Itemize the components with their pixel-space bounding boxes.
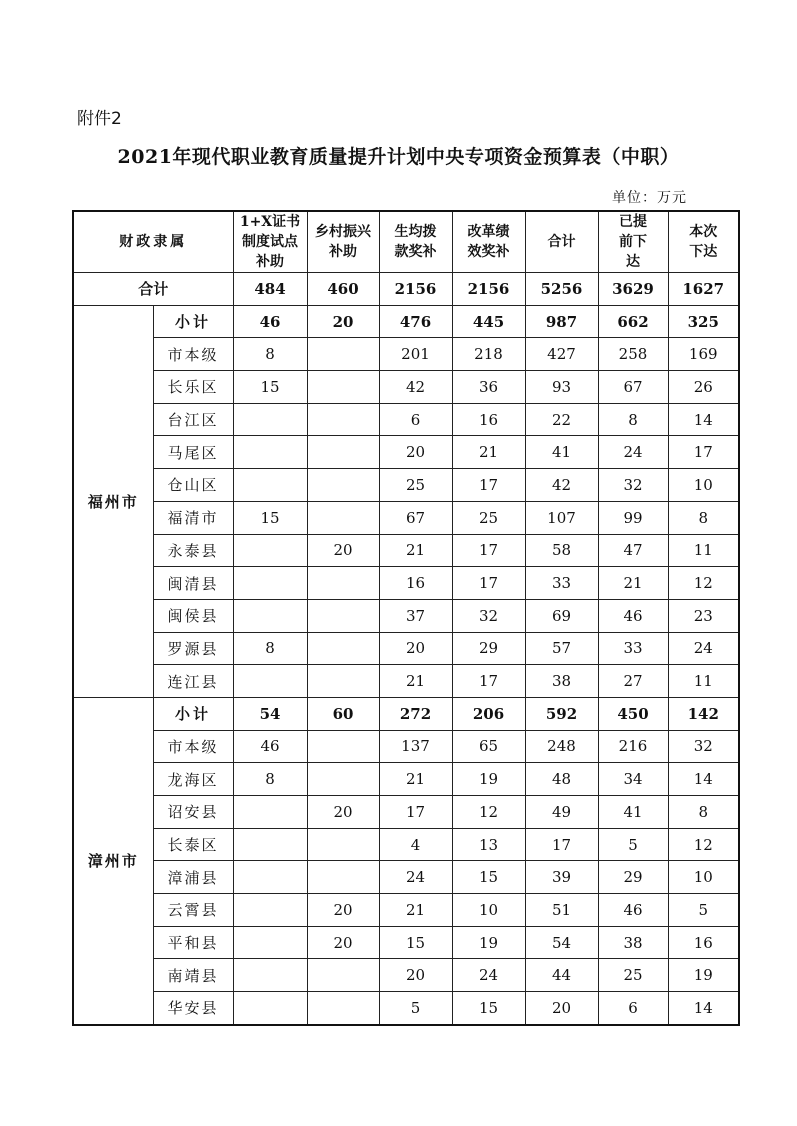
cell-c3: 137 [379,730,452,763]
table-row [73,501,739,534]
cell-c1 [233,599,307,632]
district-name: 市本级 [153,730,233,763]
cell-c6: 46 [598,894,668,927]
cell-c3: 37 [379,599,452,632]
cell-c2 [307,632,379,665]
total-c5: 5256 [525,273,598,306]
cell-c3: 5 [379,992,452,1025]
cell-c3: 20 [379,436,452,469]
cell-c5: 248 [525,730,598,763]
cell-c5: 107 [525,501,598,534]
city-name: 漳州市 [73,697,153,1024]
table-row [73,763,739,796]
cell-c4: 15 [452,861,525,894]
subtotal-c6: 662 [598,305,668,338]
cell-c1 [233,894,307,927]
cell-c3: 21 [379,665,452,698]
subtotal-c5: 592 [525,697,598,730]
cell-c5: 49 [525,796,598,829]
table-row [73,861,739,894]
header-c4: 改革绩效奖补 [452,211,525,273]
cell-c6: 32 [598,469,668,502]
cell-c3: 42 [379,371,452,404]
cell-c1 [233,436,307,469]
cell-c6: 99 [598,501,668,534]
cell-c5: 58 [525,534,598,567]
cell-c3: 4 [379,828,452,861]
cell-c3: 24 [379,861,452,894]
cell-c4: 17 [452,534,525,567]
district-name: 长泰区 [153,828,233,861]
cell-c1 [233,959,307,992]
subtotal-c7: 142 [668,697,739,730]
page-title: 2021年现代职业教育质量提升计划中央专项资金预算表（中职） [117,146,680,168]
header-c3: 生均拨款奖补 [379,211,452,273]
subtotal-label: 小计 [153,697,233,730]
cell-c4: 16 [452,403,525,436]
table-row [73,828,739,861]
header-category: 财政隶属 [73,211,233,273]
cell-c3: 20 [379,959,452,992]
cell-c7: 14 [668,992,739,1025]
cell-c4: 29 [452,632,525,665]
budget-table [72,210,740,1026]
district-name: 漳浦县 [153,861,233,894]
cell-c5: 22 [525,403,598,436]
cell-c3: 16 [379,567,452,600]
cell-c7: 5 [668,894,739,927]
district-name: 闽清县 [153,567,233,600]
table-row [73,894,739,927]
cell-c6: 216 [598,730,668,763]
total-c1: 484 [233,273,307,306]
district-name: 台江区 [153,403,233,436]
cell-c4: 17 [452,567,525,600]
cell-c6: 38 [598,926,668,959]
cell-c4: 13 [452,828,525,861]
cell-c5: 39 [525,861,598,894]
cell-c1 [233,567,307,600]
subtotal-c7: 325 [668,305,739,338]
cell-c2 [307,599,379,632]
district-name: 诏安县 [153,796,233,829]
cell-c6: 25 [598,959,668,992]
cell-c3: 17 [379,796,452,829]
cell-c4: 24 [452,959,525,992]
cell-c4: 15 [452,992,525,1025]
cell-c2 [307,403,379,436]
cell-c3: 15 [379,926,452,959]
cell-c6: 24 [598,436,668,469]
table-row [73,599,739,632]
table-row [73,567,739,600]
cell-c4: 25 [452,501,525,534]
cell-c7: 19 [668,959,739,992]
cell-c2 [307,567,379,600]
header-c5: 合计 [525,211,598,273]
cell-c7: 10 [668,469,739,502]
cell-c5: 93 [525,371,598,404]
cell-c6: 8 [598,403,668,436]
header-row [73,211,739,273]
district-name: 南靖县 [153,959,233,992]
header-c1: 1+X证书制度试点补助 [233,211,307,273]
cell-c3: 25 [379,469,452,502]
district-name: 闽侯县 [153,599,233,632]
cell-c2 [307,861,379,894]
cell-c7: 26 [668,371,739,404]
cell-c6: 29 [598,861,668,894]
cell-c4: 10 [452,894,525,927]
subtotal-c2: 60 [307,697,379,730]
table-row [73,403,739,436]
total-c6: 3629 [598,273,668,306]
cell-c5: 17 [525,828,598,861]
unit-label: 单位：万元 [612,190,687,206]
cell-c7: 14 [668,403,739,436]
cell-c5: 20 [525,992,598,1025]
cell-c4: 17 [452,665,525,698]
district-name: 市本级 [153,338,233,371]
cell-c4: 12 [452,796,525,829]
subtotal-label: 小计 [153,305,233,338]
district-name: 平和县 [153,926,233,959]
cell-c7: 14 [668,763,739,796]
cell-c2 [307,959,379,992]
cell-c4: 19 [452,763,525,796]
cell-c3: 20 [379,632,452,665]
cell-c2: 20 [307,926,379,959]
table-row [73,730,739,763]
subtotal-c4: 445 [452,305,525,338]
cell-c1 [233,828,307,861]
subtotal-row [73,305,739,338]
cell-c6: 27 [598,665,668,698]
cell-c1 [233,665,307,698]
cell-c1 [233,926,307,959]
subtotal-row [73,697,739,730]
total-c3: 2156 [379,273,452,306]
cell-c7: 12 [668,567,739,600]
cell-c6: 33 [598,632,668,665]
table-row [73,534,739,567]
cell-c5: 33 [525,567,598,600]
cell-c7: 12 [668,828,739,861]
district-name: 福清市 [153,501,233,534]
header-c6: 已提前下达 [598,211,668,273]
cell-c6: 21 [598,567,668,600]
cell-c4: 21 [452,436,525,469]
cell-c4: 17 [452,469,525,502]
cell-c7: 11 [668,665,739,698]
cell-c6: 47 [598,534,668,567]
cell-c4: 36 [452,371,525,404]
subtotal-c1: 54 [233,697,307,730]
cell-c5: 44 [525,959,598,992]
cell-c5: 38 [525,665,598,698]
table-row [73,436,739,469]
cell-c7: 169 [668,338,739,371]
cell-c2 [307,665,379,698]
cell-c6: 6 [598,992,668,1025]
cell-c3: 201 [379,338,452,371]
table-row [73,371,739,404]
table-row [73,469,739,502]
cell-c2 [307,436,379,469]
subtotal-c6: 450 [598,697,668,730]
cell-c5: 57 [525,632,598,665]
cell-c5: 41 [525,436,598,469]
cell-c1 [233,469,307,502]
cell-c7: 8 [668,796,739,829]
cell-c6: 67 [598,371,668,404]
cell-c6: 5 [598,828,668,861]
total-c7: 1627 [668,273,739,306]
subtotal-c2: 20 [307,305,379,338]
cell-c2 [307,730,379,763]
district-name: 云霄县 [153,894,233,927]
cell-c5: 48 [525,763,598,796]
district-name: 仓山区 [153,469,233,502]
cell-c2: 20 [307,534,379,567]
table-row [73,338,739,371]
table-row [73,796,739,829]
cell-c2 [307,338,379,371]
total-c4: 2156 [452,273,525,306]
cell-c1 [233,796,307,829]
cell-c4: 19 [452,926,525,959]
cell-c7: 32 [668,730,739,763]
cell-c1: 15 [233,371,307,404]
table-row [73,665,739,698]
district-name: 罗源县 [153,632,233,665]
cell-c6: 46 [598,599,668,632]
subtotal-c3: 272 [379,697,452,730]
subtotal-c1: 46 [233,305,307,338]
cell-c7: 16 [668,926,739,959]
cell-c2 [307,501,379,534]
cell-c4: 218 [452,338,525,371]
cell-c2 [307,992,379,1025]
cell-c2 [307,371,379,404]
cell-c7: 17 [668,436,739,469]
cell-c3: 6 [379,403,452,436]
cell-c2: 20 [307,796,379,829]
cell-c1 [233,861,307,894]
subtotal-c3: 476 [379,305,452,338]
cell-c2 [307,828,379,861]
table-row [73,632,739,665]
cell-c1 [233,534,307,567]
cell-c3: 67 [379,501,452,534]
cell-c5: 51 [525,894,598,927]
cell-c2 [307,469,379,502]
cell-c4: 65 [452,730,525,763]
cell-c3: 21 [379,763,452,796]
cell-c3: 21 [379,534,452,567]
cell-c1: 46 [233,730,307,763]
cell-c2: 20 [307,894,379,927]
cell-c5: 42 [525,469,598,502]
total-row [73,273,739,306]
city-name: 福州市 [73,305,153,697]
cell-c7: 24 [668,632,739,665]
cell-c7: 23 [668,599,739,632]
total-label: 合计 [73,273,233,306]
subtotal-c4: 206 [452,697,525,730]
cell-c7: 10 [668,861,739,894]
district-name: 长乐区 [153,371,233,404]
cell-c6: 41 [598,796,668,829]
cell-c1 [233,403,307,436]
cell-c7: 8 [668,501,739,534]
cell-c1: 15 [233,501,307,534]
cell-c1: 8 [233,763,307,796]
table-row [73,926,739,959]
attachment-label: 附件2 [77,109,122,129]
cell-c5: 54 [525,926,598,959]
district-name: 连江县 [153,665,233,698]
table-row [73,959,739,992]
cell-c1: 8 [233,632,307,665]
cell-c6: 258 [598,338,668,371]
cell-c5: 427 [525,338,598,371]
district-name: 马尾区 [153,436,233,469]
subtotal-c5: 987 [525,305,598,338]
cell-c1 [233,992,307,1025]
header-c2: 乡村振兴补助 [307,211,379,273]
cell-c7: 11 [668,534,739,567]
cell-c1: 8 [233,338,307,371]
cell-c4: 32 [452,599,525,632]
header-c7: 本次下达 [668,211,739,273]
district-name: 永泰县 [153,534,233,567]
cell-c2 [307,763,379,796]
cell-c3: 21 [379,894,452,927]
cell-c6: 34 [598,763,668,796]
district-name: 龙海区 [153,763,233,796]
district-name: 华安县 [153,992,233,1025]
total-c2: 460 [307,273,379,306]
table-row [73,992,739,1025]
cell-c5: 69 [525,599,598,632]
